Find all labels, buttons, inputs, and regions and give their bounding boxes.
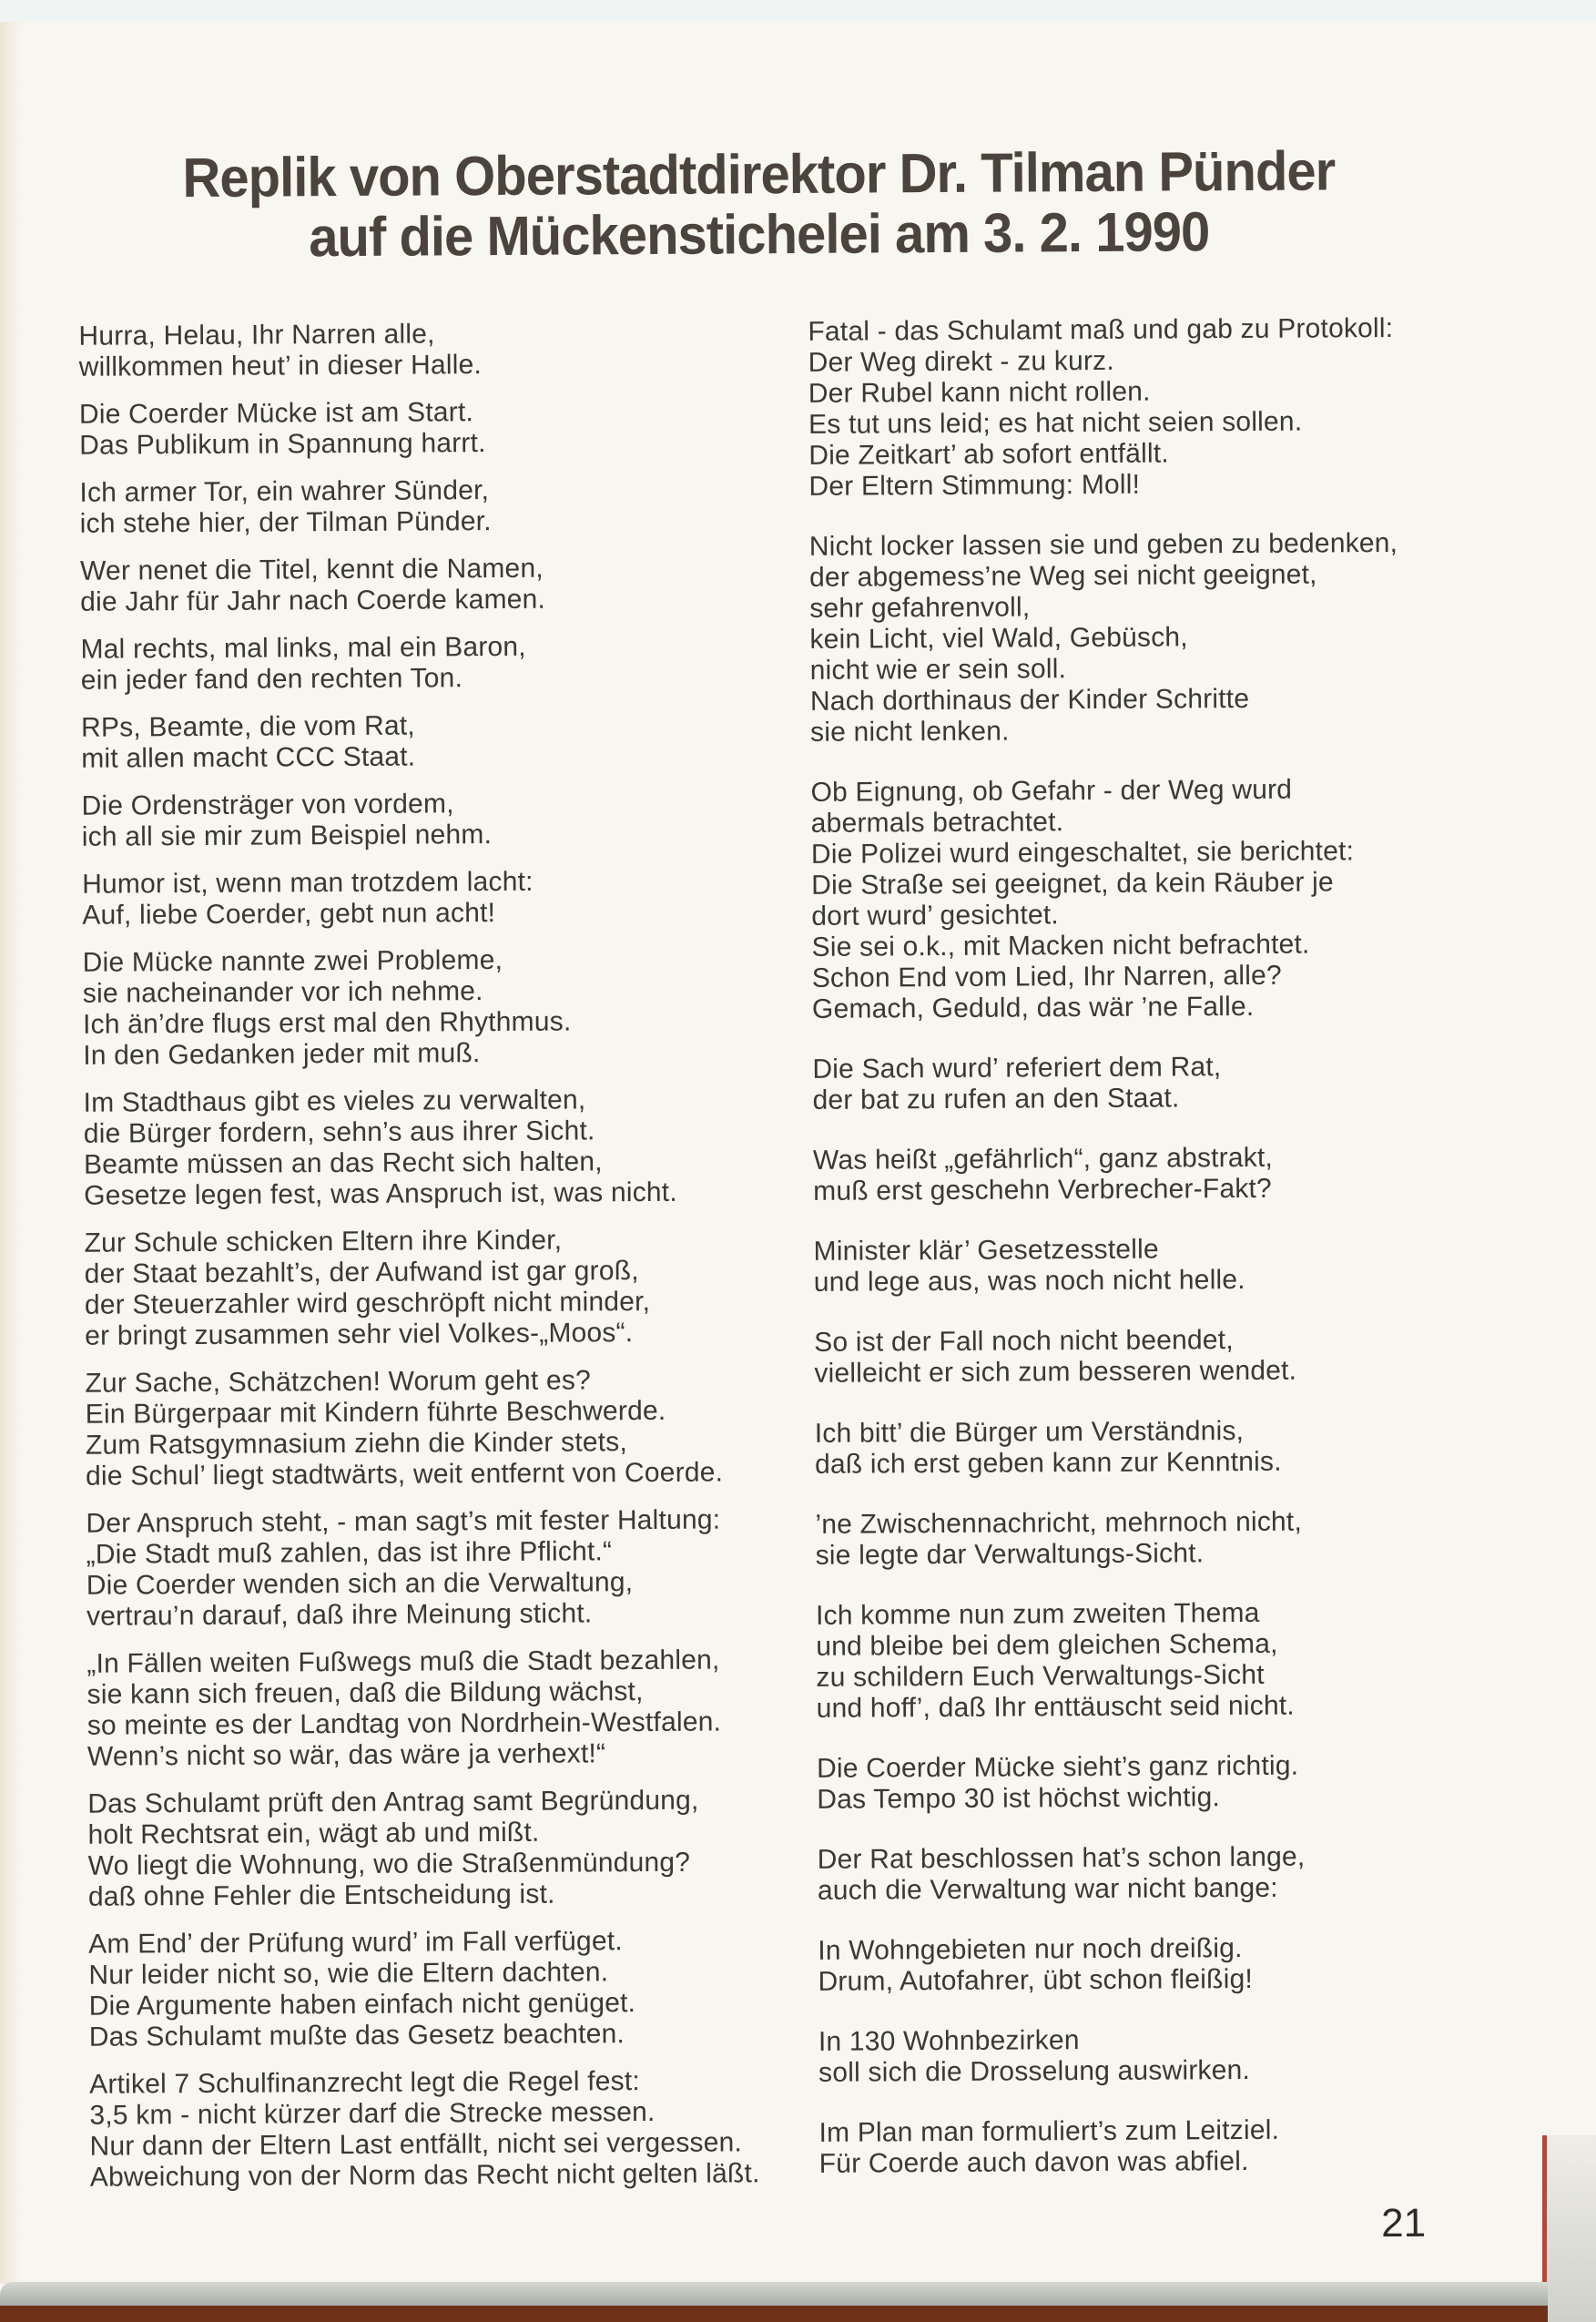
poem-line: Das Tempo 30 ist höchst wichtig.: [817, 1782, 1221, 1815]
poem-line: so meinte es der Landtag von Nordrhein-Westfalen.: [86, 1706, 722, 1741]
poem-line: der abgemess’ne Weg sei nicht geeignet,: [808, 559, 1317, 593]
poem-line: Im Plan man formuliert’s zum Leitziel.: [818, 2114, 1280, 2148]
poem-line: dort wurd’ gesichtet.: [811, 900, 1060, 932]
poem-line: Das Schulamt prüft den Antrag samt Begründung,: [87, 1785, 699, 1819]
poem-line: Sie sei o.k., mit Macken nicht befrachtet.: [811, 929, 1310, 962]
poem-line: Der Rat beschlossen hat’s schon lange,: [817, 1841, 1306, 1875]
page-number: 21: [1380, 2200, 1427, 2246]
poem-line: nicht wie er sein soll.: [809, 654, 1067, 686]
poem-line: daß ohne Fehler die Entscheidung ist.: [87, 1879, 555, 1912]
poem-line: Im Stadthaus gibt es vieles zu verwalten,: [83, 1085, 586, 1118]
poem-line: In Wohngebieten nur noch dreißig.: [818, 1933, 1243, 1966]
red-page-edge-line: [1542, 2135, 1547, 2284]
poem-line: Die Zeitkart’ ab sofort entfällt.: [808, 438, 1170, 471]
stanza: [815, 1415, 1404, 1481]
poem-line: Mal rechts, mal links, mal ein Baron,: [80, 631, 526, 665]
poem-column-left: [78, 317, 759, 2209]
poem-line: vertrau’n darauf, daß ihre Meinung sticht.: [86, 1598, 593, 1632]
poem-line: In 130 Wohnbezirken: [818, 2025, 1080, 2057]
book-cover-edge: [0, 2306, 1548, 2322]
poem-line: sie nicht lenken.: [810, 716, 1010, 748]
stanza: [88, 1925, 759, 2052]
poem-line: Ein Bürgerpaar mit Kindern führte Beschwerde.: [85, 1395, 666, 1430]
stanza: [816, 1597, 1405, 1725]
stanza: [813, 1142, 1402, 1207]
stanza: [86, 1645, 757, 1772]
poem-line: Die Polizei wurd eingeschaltet, sie berichtet:: [810, 836, 1355, 870]
stanza: [79, 395, 749, 461]
poem-line: Artikel 7 Schulfinanzrecht legt die Regel fest:: [89, 2066, 640, 2100]
stanza: [814, 1233, 1403, 1298]
poem-line: mit allen macht CCC Staat.: [81, 741, 416, 774]
poem-line: Gemach, Geduld, das wär ’ne Falle.: [811, 991, 1255, 1024]
poem-line: und bleibe bei dem gleichen Schema,: [816, 1628, 1278, 1662]
poem-line: Zur Schule schicken Eltern ihre Kinder,: [84, 1225, 563, 1258]
poem-line: Auf, liebe Coerder, gebt nun acht!: [82, 898, 496, 931]
poem-line: holt Rechtsrat ein, wägt ab und mißt.: [87, 1817, 540, 1850]
poem-line: Das Schulamt mußte das Gesetz beachten.: [88, 2019, 625, 2052]
poem-column-right: [808, 313, 1408, 2209]
poem-line: Der Anspruch steht, - man sagt’s mit fester Haltung:: [86, 1504, 721, 1539]
poem-line: Es tut uns leid; es hat nicht seien sollen.: [808, 406, 1303, 440]
poem-line: sehr gefahrenvoll,: [809, 592, 1031, 624]
stanza: [818, 1932, 1407, 1998]
poem-line: Was heißt „gefährlich“, ganz abstrakt,: [812, 1142, 1274, 1176]
poem-line: In den Gedanken jeder mit muß.: [83, 1038, 481, 1071]
poem-line: zu schildern Euch Verwaltungs-Sicht: [816, 1659, 1265, 1693]
poem-line: Der Weg direkt - zu kurz.: [808, 345, 1114, 378]
poem-line: sie legte dar Verwaltungs-Sicht.: [815, 1538, 1205, 1571]
poem-line: Die Coerder Mücke ist am Start.: [78, 397, 474, 430]
poem-line: Der Eltern Stimmung: Moll!: [808, 469, 1141, 502]
stanza: [81, 708, 751, 774]
poem-line: vielleicht er sich zum besseren wendet.: [814, 1355, 1297, 1389]
page-title: [0, 139, 1524, 269]
poem-line: die Jahr für Jahr nach Coerde kamen.: [80, 584, 546, 617]
stanza: [87, 1785, 758, 1912]
poem-line: und hoff’, daß Ihr enttäuscht seid nicht.: [816, 1690, 1295, 1724]
page-bottom-edge: [0, 2282, 1548, 2306]
stanza: [82, 865, 752, 931]
poem-line: und lege aus, was noch nicht helle.: [813, 1264, 1245, 1298]
stanza: [83, 943, 754, 1071]
poem-line: Ich armer Tor, ein wahrer Sünder,: [79, 475, 490, 508]
poem-line: der bat zu rufen an den Staat.: [812, 1083, 1180, 1115]
poem-line: auch die Verwaltung war nicht bange:: [817, 1872, 1278, 1906]
poem-line: Die Mücke nannte zwei Probleme,: [82, 944, 503, 978]
stanza: [815, 1506, 1404, 1572]
poem-line: Zum Ratsgymnasium ziehn die Kinder stets,: [85, 1427, 628, 1461]
next-page-edge: [1547, 2135, 1596, 2322]
stanza: [818, 1841, 1407, 1907]
poem-line: Wer nenet die Titel, kennt die Namen,: [79, 553, 544, 586]
stanza: [86, 1504, 757, 1632]
poem-line: Das Publikum in Spannung harrt.: [79, 428, 486, 461]
poem-line: Wo liegt die Wohnung, wo die Straßenmündung?: [87, 1847, 691, 1881]
poem-line: Abweichung von der Norm das Recht nicht gelten läßt.: [89, 2158, 760, 2193]
poem-line: Hurra, Helau, Ihr Narren alle,: [78, 319, 435, 351]
poem-line: ein jeder fand den rechten Ton.: [80, 663, 463, 696]
poem-line: „Die Stadt muß zahlen, das ist ihre Pflicht.“: [86, 1536, 613, 1570]
stanza: [80, 552, 750, 617]
poem-line: Ob Eignung, ob Gefahr - der Weg wurd: [810, 774, 1293, 808]
poem-line: Minister klär’ Gesetzesstelle: [813, 1234, 1159, 1267]
poem-line: Die Coerder Mücke sieht’s ganz richtig.: [816, 1750, 1299, 1784]
poem-line: „In Fällen weiten Fußwegs muß die Stadt bezahlen,: [86, 1645, 720, 1679]
poem-line: 3,5 km - nicht kürzer darf die Strecke messen.: [89, 2096, 656, 2131]
poem-line: Für Coerde auch davon was abfiel.: [818, 2145, 1249, 2179]
poem-line: ich stehe hier, der Tilman Pünder.: [79, 506, 492, 539]
poem-line: abermals betrachtet.: [810, 807, 1064, 839]
title-line-2: auf die Mückenstichelei am 3. 2. 1990: [309, 200, 1210, 269]
stanza: [79, 474, 749, 539]
poem-line: Am End’ der Prüfung wurd’ im Fall verfüget.: [88, 1926, 623, 1960]
poem-line: der Steuerzahler wird geschröpft nicht minder,: [84, 1286, 651, 1320]
poem-line: Gesetze legen fest, was Anspruch ist, was nicht.: [84, 1176, 677, 1211]
poem-line: Humor ist, wenn man trotzdem lacht:: [82, 866, 534, 900]
stanza: [84, 1224, 755, 1351]
poem-line: Die Sach wurd’ referiert dem Rat,: [812, 1052, 1222, 1085]
poem-line: ’ne Zwischennachricht, mehrnoch nicht,: [815, 1506, 1303, 1540]
poem-line: die Bürger fordern, sehn’s aus ihrer Sicht.: [83, 1115, 595, 1149]
poem-line: er bringt zusammen sehr viel Volkes-„Moos“.: [85, 1318, 634, 1351]
stanza: [814, 1324, 1403, 1390]
stanza: [809, 528, 1399, 749]
stanza: [85, 1364, 756, 1492]
poem-line: Die Straße sei geeignet, da kein Räuber je: [811, 867, 1334, 901]
poem-line: Nur dann der Eltern Last entfällt, nicht sei vergessen.: [89, 2127, 743, 2162]
stanza: [83, 1084, 754, 1211]
stanza: [817, 1750, 1406, 1816]
poem-line: Nicht locker lassen sie und geben zu bedenken,: [808, 527, 1398, 562]
stanza: [810, 774, 1400, 1025]
stanza: [80, 630, 750, 696]
poem-line: muß erst geschehn Verbrecher-Fakt?: [813, 1173, 1272, 1207]
poem-line: Zur Sache, Schätzchen! Worum geht es?: [85, 1365, 592, 1399]
poem-line: soll sich die Drosselung auswirken.: [818, 2054, 1251, 2088]
poem-line: Die Coerder wenden sich an die Verwaltung,: [86, 1567, 634, 1601]
stanza: [82, 787, 752, 852]
title-line-1: Replik von Oberstadtdirektor Dr. Tilman Pünder: [182, 139, 1336, 209]
stanza: [818, 2023, 1408, 2089]
poem-line: Die Argumente haben einfach nicht genüget.: [88, 1988, 636, 2022]
poem-line: Wenn’s nicht so wär, das wäre ja verhext!“: [86, 1738, 606, 1772]
stanza: [818, 2114, 1408, 2180]
poem-line: sie nacheinander vor ich nehme.: [82, 976, 483, 1009]
stanza: [89, 2065, 760, 2193]
poem-line: ich all sie mir zum Beispiel nehm.: [81, 820, 493, 852]
poem-line: Ich än’dre flugs erst mal den Rhythmus.: [82, 1006, 572, 1040]
poem-line: daß ich erst geben kann zur Kenntnis.: [814, 1446, 1282, 1480]
stanza: [812, 1051, 1401, 1116]
poem-line: So ist der Fall noch nicht beendet,: [814, 1325, 1234, 1358]
poem-line: Nach dorthinaus der Kinder Schritte: [809, 683, 1250, 717]
poem-line: Die Ordensträger von vordem,: [81, 789, 454, 821]
poem-line: Schon End vom Lied, Ihr Narren, alle?: [811, 960, 1282, 993]
poem-line: die Schul’ liegt stadtwärts, weit entfernt von Coerde.: [85, 1457, 724, 1492]
poem-line: RPs, Beamte, die vom Rat,: [80, 710, 415, 743]
poem-line: Der Rubel kann nicht rollen.: [808, 376, 1151, 409]
poem-line: Ich komme nun zum zweiten Thema: [815, 1597, 1260, 1631]
poem-line: willkommen heut’ in dieser Halle.: [78, 350, 483, 382]
poem-line: Fatal - das Schulamt maß und gab zu Protokoll:: [808, 312, 1394, 347]
poem-line: sie kann sich freuen, daß die Bildung wächst,: [86, 1676, 644, 1710]
poem-line: Nur leider nicht so, wie die Eltern dachten.: [88, 1957, 609, 1991]
poem-line: Drum, Autofahrer, übt schon fleißig!: [818, 1963, 1254, 1997]
poem-line: kein Licht, viel Wald, Gebüsch,: [809, 622, 1188, 655]
poem-line: der Staat bezahlt’s, der Aufwand ist gar groß,: [84, 1256, 639, 1289]
stanza: [808, 313, 1398, 503]
stanza: [78, 317, 748, 382]
poem-line: Beamte müssen an das Recht sich halten,: [83, 1146, 603, 1180]
poem-line: Ich bitt’ die Bürger um Verständnis,: [814, 1416, 1245, 1449]
